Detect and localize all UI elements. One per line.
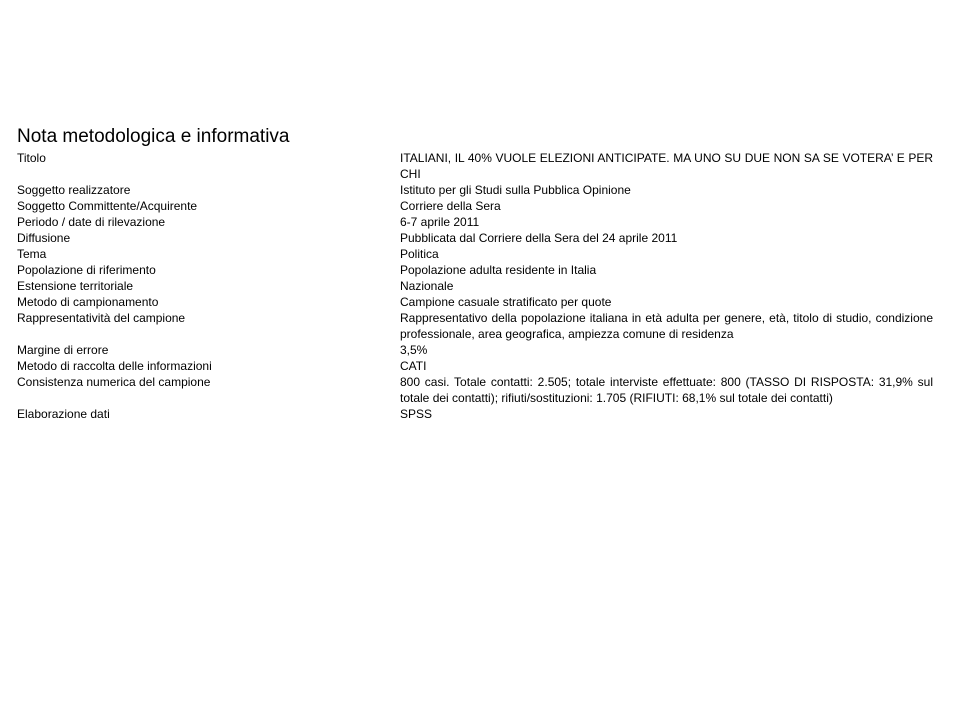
table-row-diffusione (17, 230, 933, 246)
row-label: Tema (17, 247, 47, 261)
methodology-table (17, 150, 933, 422)
row-value: ITALIANI, IL 40% VUOLE ELEZIONI ANTICIPATE. MA UNO SU DUE NON SA SE VOTERA’ E PER CHI (400, 151, 933, 181)
row-value: Popolazione adulta residente in Italia (400, 263, 597, 277)
row-label: Popolazione di riferimento (17, 263, 156, 277)
row-value: Pubblicata dal Corriere della Sera del 24 aprile 2011 (400, 231, 678, 245)
row-label: Margine di errore (17, 343, 109, 357)
table-row-soggetto-realizzatore (17, 182, 933, 198)
row-value: 800 casi. Totale contatti: 2.505; totale interviste effettuate: 800 (TASSO DI RISPOSTA: 31,9% sul totale dei contatti); rifiuti/sostituzioni: 1.705 (RIFIUTI: 68,1% sul totale dei contatti) (400, 375, 933, 405)
row-label: Periodo / date di rilevazione (17, 215, 166, 229)
row-value: Nazionale (400, 279, 454, 293)
table-row-rappresentativita (17, 310, 933, 342)
table-row-tema (17, 246, 933, 262)
row-label: Metodo di raccolta delle informazioni (17, 359, 212, 373)
row-label: Diffusione (17, 231, 71, 245)
table-row-metodo-raccolta (17, 358, 933, 374)
row-value: 6-7 aprile 2011 (400, 215, 480, 229)
row-label: Soggetto realizzatore (17, 183, 131, 197)
table-row-popolazione (17, 262, 933, 278)
row-label: Rappresentatività del campione (17, 311, 186, 325)
row-value: SPSS (400, 407, 433, 421)
table-row-metodo-campionamento (17, 294, 933, 310)
row-value: 3,5% (400, 343, 428, 357)
row-value: Politica (400, 247, 439, 261)
table-row-consistenza (17, 374, 933, 406)
table-row-periodo (17, 214, 933, 230)
row-value: Istituto per gli Studi sulla Pubblica Opinione (400, 183, 631, 197)
row-value: Corriere della Sera (400, 199, 501, 213)
table-row-titolo (17, 150, 933, 182)
table-row-estensione (17, 278, 933, 294)
row-label: Consistenza numerica del campione (17, 375, 211, 389)
row-label: Metodo di campionamento (17, 295, 159, 309)
row-value: Rappresentativo della popolazione italiana in età adulta per genere, età, titolo di studio, condizione professionale, area geografica, ampiezza comune di residenza (400, 311, 933, 341)
table-row-margine-errore (17, 342, 933, 358)
page-title: Nota metodologica e informativa (17, 126, 290, 147)
row-label: Estensione territoriale (17, 279, 134, 293)
row-label: Elaborazione dati (17, 407, 110, 421)
row-label: Soggetto Committente/Acquirente (17, 199, 198, 213)
row-value: Campione casuale stratificato per quote (400, 295, 612, 309)
table-row-elaborazione (17, 406, 933, 422)
row-value: CATI (400, 359, 427, 373)
row-label: Titolo (17, 151, 46, 165)
table-row-committente (17, 198, 933, 214)
